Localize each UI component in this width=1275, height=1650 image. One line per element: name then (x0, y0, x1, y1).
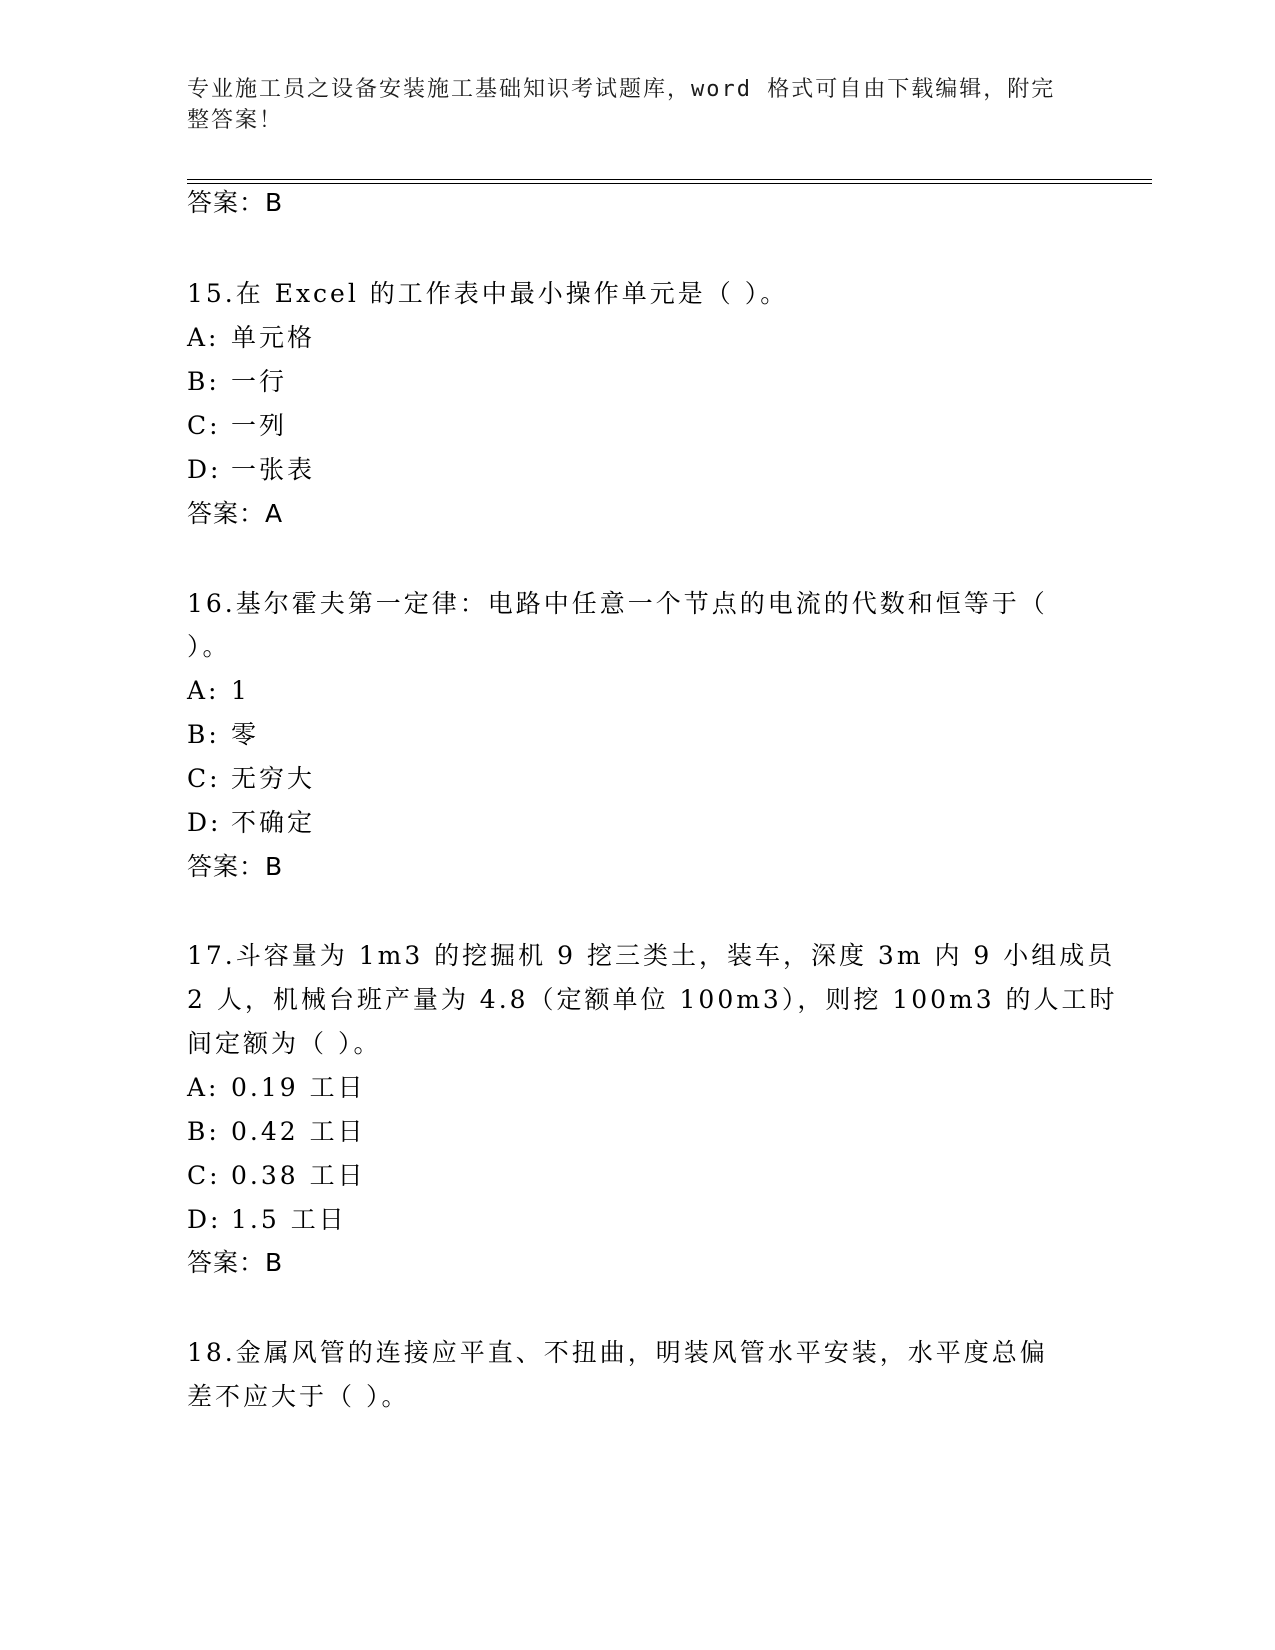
question-15-answer: 答案：A (187, 499, 284, 528)
option-key: C: (187, 1161, 221, 1190)
question-17-text-line-1: 17.斗容量为 1m3 的挖掘机 9 挖三类土，装车，深度 3m 内 9 小组成员 (187, 941, 1116, 970)
option-text: 0.19 工日 (231, 1073, 366, 1102)
header-line-2: 整答案！ (187, 108, 284, 133)
option-text: 无穷大 (231, 764, 316, 793)
question-15-option-a (187, 321, 315, 355)
question-15-option-d (187, 453, 315, 487)
question-16-answer: 答案：B (187, 852, 284, 881)
question-18-text-line-2: 差不应大于（ ）。 (187, 1382, 410, 1411)
option-text: 一列 (231, 411, 288, 440)
previous-answer: 答案：B (187, 188, 284, 217)
option-text: 0.38 工日 (231, 1161, 366, 1190)
option-text: 0.42 工日 (231, 1117, 366, 1146)
option-key: D: (187, 455, 222, 484)
option-key: B: (187, 367, 220, 396)
question-16-text-line-1: 16.基尔霍夫第一定律：电路中任意一个节点的电流的代数和恒等于（ (187, 589, 1048, 618)
option-text: 1 (231, 676, 250, 705)
option-text: 一张表 (231, 455, 316, 484)
header-rule-top (187, 179, 1152, 180)
option-key: B: (187, 1117, 220, 1146)
option-key: A: (187, 323, 220, 352)
question-16-option-a (187, 674, 250, 708)
option-key: D: (187, 1205, 222, 1234)
question-15-option-b (187, 365, 287, 399)
header-rule-bottom (187, 183, 1152, 184)
option-key: C: (187, 411, 221, 440)
option-text: 1.5 工日 (231, 1205, 347, 1234)
option-key: A: (187, 1073, 220, 1102)
option-key: C: (187, 764, 221, 793)
document-header (187, 74, 1067, 136)
question-15-option-c (187, 409, 287, 443)
question-17-text-line-3: 间定额为（ ）。 (187, 1029, 382, 1058)
header-line-1: 专业施工员之设备安装施工基础知识考试题库，word 格式可自由下载编辑，附完 (187, 77, 1056, 102)
question-17-option-b (187, 1115, 366, 1149)
question-17-option-a (187, 1071, 366, 1105)
option-key: B: (187, 720, 220, 749)
question-17-text-line-2: 2 人，机械台班产量为 4.8（定额单位 100m3），则挖 100m3 的人工时 (187, 985, 1118, 1014)
question-16-option-d (187, 806, 315, 840)
option-text: 零 (231, 720, 260, 749)
option-text: 不确定 (231, 808, 316, 837)
question-16-text-line-2: ）。 (187, 632, 231, 661)
option-text: 一行 (231, 367, 288, 396)
question-16-option-b (187, 718, 259, 752)
option-text: 单元格 (231, 323, 316, 352)
question-17-answer: 答案：B (187, 1248, 284, 1277)
question-16-option-c (187, 762, 315, 796)
option-key: D: (187, 808, 222, 837)
question-18-text-line-1: 18.金属风管的连接应平直、不扭曲，明装风管水平安装，水平度总偏 (187, 1338, 1048, 1367)
question-17-option-d (187, 1203, 347, 1237)
question-15-text: 15.在 Excel 的工作表中最小操作单元是（ ）。 (187, 279, 789, 308)
question-17-option-c (187, 1159, 366, 1193)
option-key: A: (187, 676, 220, 705)
